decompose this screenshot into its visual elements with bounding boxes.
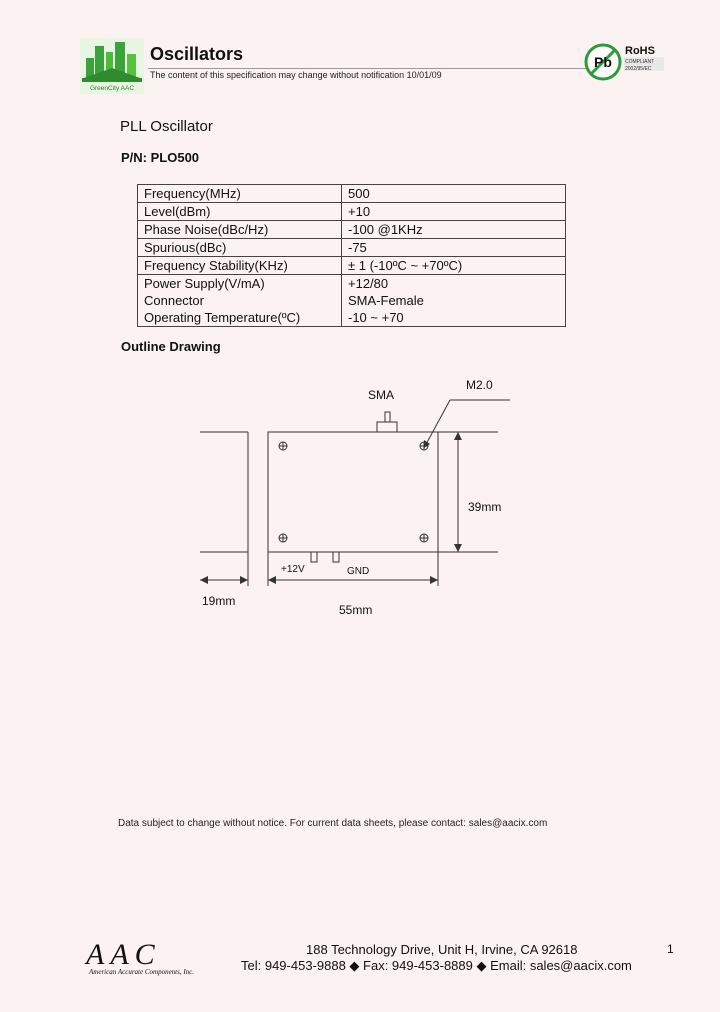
company-name: American Accurate Components, Inc. — [89, 968, 195, 976]
page-number: 1 — [667, 942, 674, 956]
table-row — [138, 257, 566, 275]
spec-value: -100 @1KHz — [342, 221, 566, 239]
product-type: PLL Oscillator — [120, 118, 213, 135]
table-row — [138, 221, 566, 239]
spec-param: Connector — [138, 292, 342, 309]
table-row — [138, 203, 566, 221]
spec-table — [137, 184, 566, 327]
spec-value: +12/80 — [342, 275, 566, 293]
spec-value: ± 1 (-10ºC ~ +70ºC) — [342, 257, 566, 275]
part-number: P/N: PLO500 — [121, 150, 200, 165]
spec-value: -10 ~ +70 — [342, 309, 566, 327]
spec-value: SMA-Female — [342, 292, 566, 309]
spec-param: Spurious(dBc) — [138, 239, 342, 257]
m2-leader — [424, 400, 450, 448]
rohs-directive: 2002/95/EC — [625, 66, 652, 72]
table-row — [138, 275, 566, 293]
power-pin — [311, 552, 317, 562]
label-m2: M2.0 — [466, 378, 493, 392]
header-divider — [148, 68, 588, 69]
label-height: 39mm — [468, 500, 502, 514]
spec-param: Frequency(MHz) — [138, 185, 342, 203]
label-power: +12V — [281, 564, 305, 575]
rohs-label: RoHS — [625, 45, 655, 57]
footer-note: Data subject to change without notice. For current data sheets, please contact: sales@aacix.com — [118, 818, 548, 829]
header-notice: The content of this specification may change without notification 10/01/09 — [150, 70, 442, 80]
company-contacts: Tel: 949-453-9888 ◆ Fax: 949-453-8889 ◆ Email: sales@aacix.com — [241, 958, 632, 973]
pb-symbol: Pb — [594, 54, 612, 70]
label-sma: SMA — [368, 388, 395, 402]
table-row — [138, 309, 566, 327]
gnd-pin — [333, 552, 339, 562]
label-width: 55mm — [339, 603, 373, 617]
table-row — [138, 185, 566, 203]
spec-param: Power Supply(V/mA) — [138, 275, 342, 293]
spec-value: -75 — [342, 239, 566, 257]
sma-pin — [385, 412, 390, 422]
spec-value: 500 — [342, 185, 566, 203]
spec-param: Level(dBm) — [138, 203, 342, 221]
table-row — [138, 292, 566, 309]
company-address: 188 Technology Drive, Unit H, Irvine, CA 92618 — [306, 942, 578, 957]
mount-holes — [279, 442, 428, 542]
spec-param: Phase Noise(dBc/Hz) — [138, 221, 342, 239]
rohs-badge — [583, 40, 665, 84]
rohs-compliant: COMPLIANT — [625, 59, 655, 65]
greencity-logo — [80, 38, 144, 94]
table-row — [138, 239, 566, 257]
logo-text: GreenCity AAC — [89, 85, 135, 92]
page-title: Oscillators — [150, 44, 244, 64]
sma-connector — [377, 422, 397, 432]
outline-title: Outline Drawing — [121, 339, 221, 354]
aac-logo-text: AAC — [86, 938, 161, 971]
outline-drawing — [0, 360, 720, 620]
spec-param: Frequency Stability(KHz) — [138, 257, 342, 275]
label-depth: 19mm — [202, 594, 236, 608]
spec-value: +10 — [342, 203, 566, 221]
label-gnd: GND — [347, 566, 370, 577]
top-view-body — [268, 432, 438, 552]
spec-param: Operating Temperature(ºC) — [138, 309, 342, 327]
